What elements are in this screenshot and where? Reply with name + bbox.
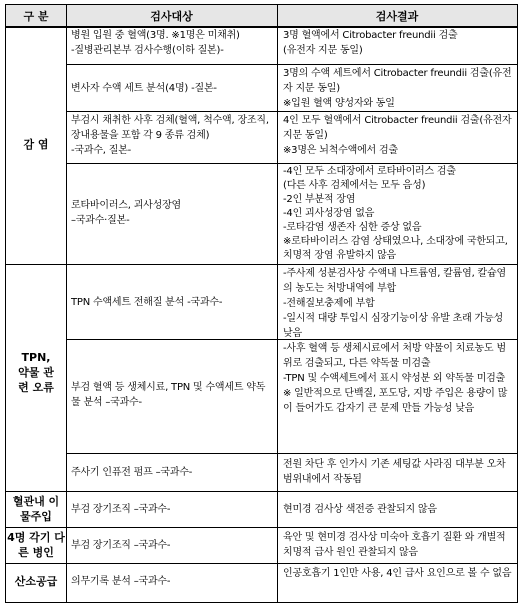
target-cell <box>66 81 277 96</box>
result-line: ※3명은 뇌척수액에서 검출 <box>283 145 398 156</box>
result-line: -로타감염 생존자 심한 증상 없음 <box>283 222 422 233</box>
category-oxygen-supply: 산소공급 <box>14 575 58 588</box>
target-cell <box>66 380 277 410</box>
target-line: 로타바이러스, 괴사성장염 <box>71 200 182 211</box>
result-cell <box>278 28 516 58</box>
target-cell <box>66 113 277 158</box>
result-line: -4인 모두 소대장에서 로타바이러스 검출 <box>283 166 456 177</box>
result-line: 3명의 수액 세트에서 Citrobacter freundii 검출(유전자 지문 동일) <box>283 68 512 94</box>
target-line: 부검 혈액 등 생체시료, TPN 및 수액세트 약독물 분석 –국과수- <box>71 382 266 408</box>
target-cell <box>66 538 277 553</box>
category-different-causes <box>6 530 66 560</box>
target-line: 부검시 채취한 사후 검체(혈액, 척수액, 장조직, 장내용물을 포함 각 9 종류 검체) <box>71 115 269 141</box>
result-line: ※ 일반적으로 단백질, 포도당, 지방 주입은 용량이 많이 들어가도 갑자기 큰 문제 만들 가능성 낮음 <box>283 388 508 414</box>
category-intravascular-foreign <box>6 494 66 524</box>
result-line: 전원 차단 후 인가시 기존 세팅값 사라짐 대부분 오차범위내에서 작동됨 <box>283 459 506 485</box>
target-cell <box>66 198 277 228</box>
result-cell <box>278 457 516 487</box>
result-line: -2인 부분적 장염 <box>283 194 356 205</box>
target-line: 의무기록 분석 –국과수- <box>71 576 171 587</box>
section-divider <box>6 563 517 564</box>
result-line: ※입원 혈액 양성자와 동일 <box>283 98 395 109</box>
result-line: 육안 및 현미경 검사상 미숙아 호흡기 질환 와 개별적 치명적 급사 원인 관찰되지 않음 <box>283 532 506 558</box>
row-divider <box>66 111 517 112</box>
target-cell <box>66 465 277 480</box>
result-line: 인공호흡기 1인만 사용, 4인 급사 요인으로 볼 수 없음 <box>283 568 512 579</box>
result-cell <box>278 566 516 581</box>
result-line: -주사제 성분검사상 수액내 나트륨염, 칼륨염, 칼슘염의 농도는 처방내역에 부합 <box>283 268 506 294</box>
header-result: 검사결과 <box>375 10 419 23</box>
target-line: 변사자 수액 세트 분석(4명) -질본- <box>71 83 217 94</box>
report-table <box>5 4 518 603</box>
result-cell <box>278 266 516 341</box>
row-divider <box>66 163 517 164</box>
result-line: 현미경 검사상 색전증 관찰되지 않음 <box>283 504 437 515</box>
target-line: 부검 장기조직 –국과수- <box>71 504 171 515</box>
section-divider <box>6 264 517 265</box>
target-line: TPN 수액세트 전해질 분석 -국과수- <box>71 297 223 308</box>
result-cell <box>278 530 516 560</box>
result-line: -전해질보충제에 부합 <box>283 298 375 309</box>
category-label: TPN, 약물 관련 오류 <box>18 351 54 394</box>
result-cell <box>278 113 516 158</box>
category-infection: 감 염 <box>23 138 49 151</box>
target-line: 주사기 인퓨전 펌프 –국과수- <box>71 467 193 478</box>
row-divider <box>66 64 517 65</box>
target-line: –국과수·질본- <box>71 215 130 226</box>
result-line: ※로타바이러스 감염 상태였으나, 소대장에 국한되고, 치명적 장염 유발하지 않음 <box>283 236 508 261</box>
result-cell <box>278 66 516 111</box>
category-tpn-drug-error <box>6 350 66 395</box>
category-label: 4명 각기 다른 병인 <box>7 531 65 559</box>
target-cell <box>66 28 277 58</box>
result-line: 4인 모두 혈액에서 Citrobacter freundii 검출(유전자 지문 동일) <box>283 115 512 141</box>
target-cell <box>66 295 277 310</box>
target-line: -질병관리본부 검사수행(이하 질본)- <box>71 45 224 56</box>
row-divider <box>66 453 517 454</box>
header-target: 검사대상 <box>150 10 193 23</box>
header-category: 구 분 <box>23 10 49 23</box>
result-cell <box>278 341 516 416</box>
section-divider <box>6 491 517 492</box>
result-line: -사후 혈액 등 생체시료에서 처방 약물이 치료농도 범위로 검출되고, 다른 약독물 미검출 <box>283 343 506 369</box>
result-line: (유전자 지문 동일) <box>283 45 363 56</box>
target-cell <box>66 502 277 517</box>
result-cell <box>278 502 516 517</box>
target-cell <box>66 574 277 589</box>
category-label: 혈관내 이물주입 <box>12 495 60 523</box>
section-divider <box>6 527 517 528</box>
target-line: 부검 장기조직 –국과수- <box>71 540 171 551</box>
result-line: -TPN 및 수액세트에서 표시 약성분 외 약독물 미검출 <box>283 373 506 384</box>
result-line: -일시적 대량 투입시 심장기능이상 유발 초래 가능성 낮음 <box>283 313 503 339</box>
result-line: 3명 혈액에서 Citrobacter freundii 검출 <box>283 30 458 41</box>
result-cell <box>278 165 516 263</box>
target-line: -국과수, 질본- <box>71 145 132 156</box>
target-line: 병원 입원 중 혈액(3명. ※1명은 미채취) <box>71 30 240 41</box>
result-line: -4인 괴사성장염 없음 <box>283 208 375 219</box>
result-line: (다른 사후 검체에서는 모두 음성) <box>283 180 426 191</box>
